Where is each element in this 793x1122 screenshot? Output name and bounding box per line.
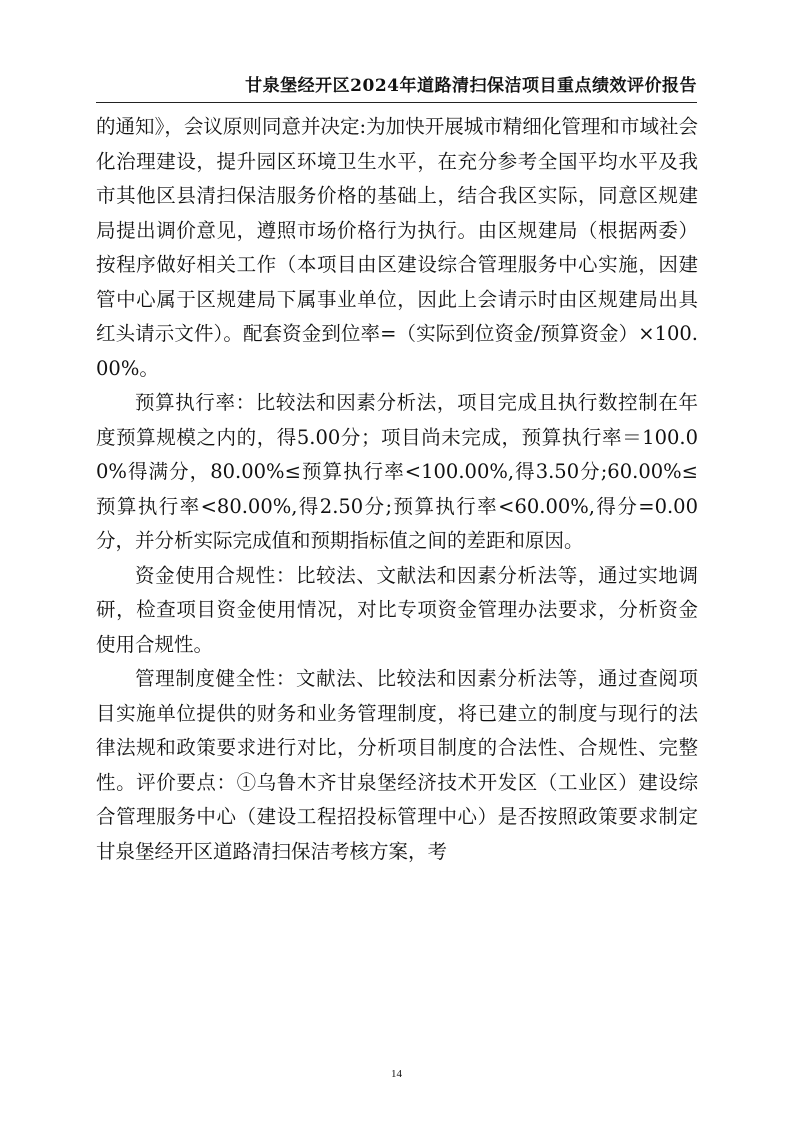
paragraph-management-system: 管理制度健全性：文献法、比较法和因素分析法等，通过查阅项目实施单位提供的财务和业务管理制度，将已建立的制度与现行的法律法规和政策要求进行对比，分析项目制度的合法性、合规性、完整性。评价要点：①乌鲁木齐甘泉堡经济技术开发区（工业区）建设综合管理服务中心（建设工程招投标管理中心）是否按照政策要求制定甘泉堡经开区道路清扫保洁考核方案，考 (96, 667, 698, 863)
header-title: 甘泉堡经开区2024年道路清扫保洁项目重点绩效评价报告 (245, 76, 697, 96)
document-body (96, 110, 698, 869)
paragraph-budget-execution-rate: 预算执行率：比较法和因素分析法，项目完成且执行数控制在年度预算规模之内的，得5.00分；项目尚未完成，预算执行率＝100.00%得满分，80.00%≤预算执行率<100.00%,得3.50分;60.00%≤预算执行率<80.00%,得2.50分;预算执行率<60.00%,得分=0.00分，并分析实际完成值和预期指标值之间的差距和原因。 (96, 391, 698, 552)
page-number: 14 (391, 1068, 402, 1080)
paragraph-fund-compliance: 资金使用合规性：比较法、文献法和因素分析法等，通过实地调研，检查项目资金使用情况，对比专项资金管理办法要求，分析资金使用合规性。 (96, 563, 698, 656)
paragraph-continuation: 的通知》，会议原则同意并决定:为加快开展城市精细化管理和市域社会化治理建设，提升园区环境卫生水平，在充分参考全国平均水平及我市其他区县清扫保洁服务价格的基础上，结合我区实际，同意区规建局提出调价意见，遵照市场价格行为执行。由区规建局（根据两委）按程序做好相关工作（本项目由区建设综合管理服务中心实施，因建管中心属于区规建局下属事业单位，因此上会请示时由区规建局出具红头请示文件）。配套资金到位率=（实际到位资金/预算资金）×100.00%。 (96, 115, 698, 380)
page-header (96, 68, 697, 103)
